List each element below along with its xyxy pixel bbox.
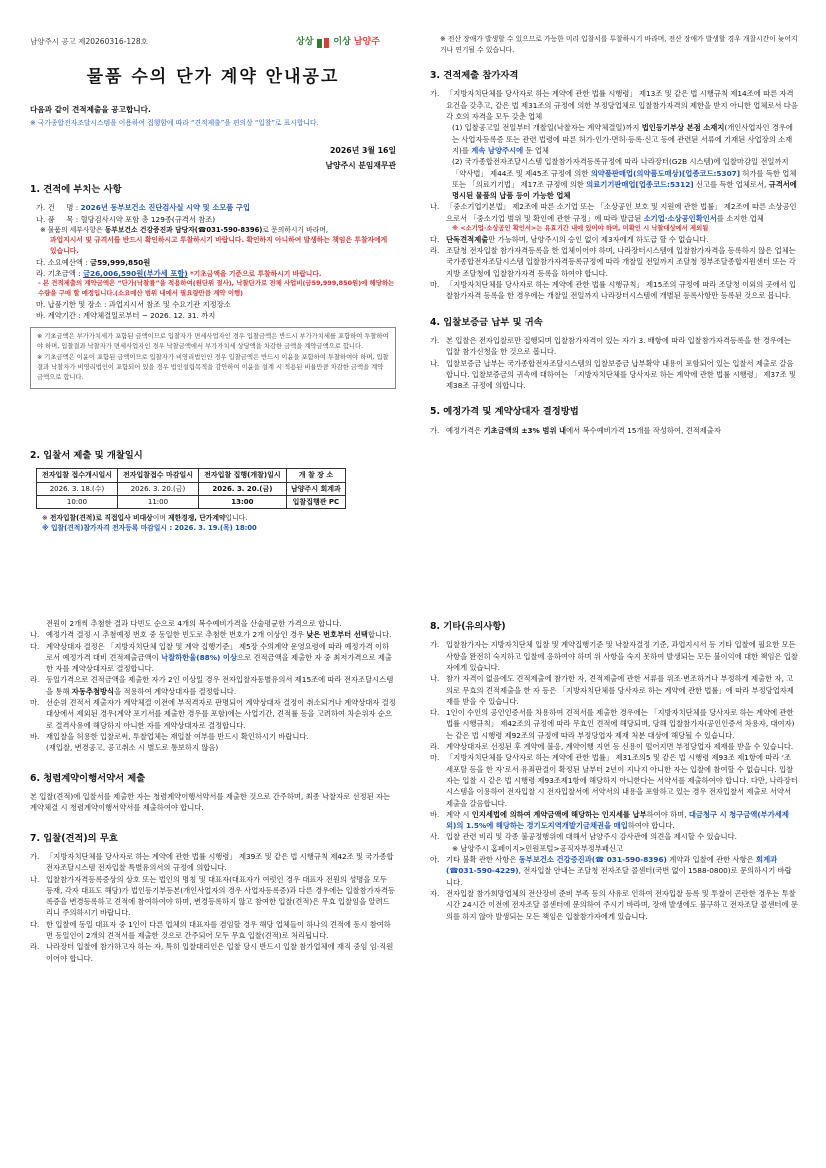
item-text: 낮은 번호부터 선택 [306, 630, 368, 640]
table-cell: 10:00 [37, 495, 118, 508]
item-text: 나라장터 입찰에 참가하고자 하는 자, 특히 입찰대리인은 입찰 당시 반드시 입찰 참가업체에 재직 중임 임·직원이어야 합니다. [46, 942, 394, 963]
section-6-title: 6. 청렴계약이행서약서 제출 [30, 772, 146, 784]
list-item: 가. 예정가격은 기초금액의 ±3% 범위 내에서 복수예비가격 15개를 작성하여, 견적제출자 [430, 425, 721, 435]
item-text: 자동추첨방식 [71, 686, 115, 696]
item-text: 「지방자치단체를 당사자로 하는 계약에 관한 법률」 제31조의5 및 같은 법 시행령 제93조 제1항에 따라 ‘조세포탈 등을 한 자’로서 유죄판결이 확정된 날부터 2년이 지나지 아니한 자는 입찰에 참여할 수 없습니다. 입찰자는 입찰 시 같은 법 시행령 제93조제1항에 해당하지 아니한다는 서약서를 제출하여야 합니다. 다만, 나라장터 시스템을 이용하여 전자입찰 시 전자입찰서에 서약서의 내용을 포함하고 있는 경우 전자입찰서 제출로 서약서 제출을 갈음합니다. [446, 753, 798, 808]
right-column-1 [430, 34, 798, 582]
item-text: 의료기기판매업[업종코드:5312] [586, 179, 694, 189]
list-item: 라. 동일가격으로 견적금액을 제출한 자가 2인 이상일 경우 전자입찰자동별유의서 제15조에 따라 전자조달시스템을 통해 자동추첨방식을 적용하여 계약상대자를 결정합니다. [30, 675, 394, 696]
list-item: 아. 기타 불확 관한 사항은 동부보건소 건강증진과(☎ 031-590-8396) 계약과 입찰에 관한 사항은 회계과(☎031-590-4229), 전자입찰 안내는 조달청 전자조달 콜센터(국번 없이 1588-0800)로 문의하시기 바랍니다. [430, 855, 792, 887]
list-item-note: (재입찰, 변경공고, 공고취소 시 별도로 통보하지 않음) [46, 743, 219, 753]
logo-text-2: 이상 [333, 37, 351, 47]
list-item: 다. 계약상대자 결정은 「지방자치단체 입찰 및 계약 집행기준」 제5장 수의계약 운영요령에 따라 예정가격 이하로서 예정가격 대비 견적제출금액이 낙찰하한율(88%) 이상으로 견적금액을 제출한 자 중 최저가격으로 제출한 자를 계약상대자로 결정합니다. [30, 641, 392, 674]
left-column-2 [30, 618, 396, 1166]
schedule-note-2: ※ 입찰(견적)참가자격 전자등록 마감일시 : 2026. 3. 19.(목) 18:00 [42, 524, 257, 533]
note-text: 로 문의하시기 바라며, [262, 225, 328, 234]
item-list: 혈당검사시약 포함 총 129종(규격서 참조) [80, 214, 216, 224]
table-header: 전자입찰접수 마감일시 [117, 469, 198, 482]
table-cell: 2026. 3. 18.(수) [37, 482, 118, 495]
item-text: 선순위 견적서 제출자가 계약체결 이전에 부적격자로 판명되어 계약상대자 결정이 취소되거나 계약상대자 결정 대상에서 제외된 경우(계약 포기서를 제출한 경우를 포함)에는 사업기간, 견적률 등을 고려하여 차순위자 순으로 결격사유에 해당하지 아니한 자를 계약상대자로 결정합니다. [46, 698, 396, 730]
notice-date: 2026년 3월 16일 [330, 146, 396, 156]
page-title: 물품 수의 단가 계약 안내공고 [86, 67, 340, 87]
list-item [430, 156, 798, 201]
base-price-value: 금26,006,590원(부가세 포함) [82, 268, 188, 278]
item-text: 인지세법에 의하여 계약금액에 해당하는 인지세를 납부 [471, 809, 647, 819]
note-text: 전자입찰(견적)로 직접입사 비대상 [49, 513, 153, 522]
table-header: 전자입찰 집행(개찰)일시 [198, 469, 286, 482]
note-text: ※ [42, 513, 50, 522]
item-text: 동부보건소 건강증진과(☎ 031-590-8396) [518, 855, 667, 865]
item-text: 예정가격은 [446, 425, 484, 435]
item-text: 으로 견적금액을 제출한 자 중 최저가격으로 제출한 자를 계약상대자로 결정합니다. [46, 652, 392, 674]
list-item: 마. 「지방자치단체를 당사자로 하는 계약에 관한 법률 시행규칙」 제15조의 규정에 따라 조달청 이외의 곳에서 입찰참가자격 등록을 한 경우에는 개찰일 전일까지 나라장터시스템에 개별된 등록사항만 등록된 것으로 봅니다. [430, 279, 797, 301]
item-text: 단독견적제출 [446, 234, 489, 244]
issuer: 남양주시 분임재무관 [325, 161, 396, 171]
item-text: 1인이 수인의 공인인증서를 차용하여 견적서를 제출한 경우에는 「지방자치단체를 당사자로 하는 계약에 관한 법률 시행규칙」 제42조의 규정에 따라 무효인 견적에 해당되며, 당해 입찰참가자(공인인증서 차용자, 대여자)는 같은 법 시행령 제92조의 규정에 따라 부정당업자 제재 처분 대상에 해당될 수 있습니다. [446, 708, 795, 740]
table-header: 전자입찰 접수개시일시 [37, 469, 118, 482]
item-text: 본 입찰은 전자입찰로만 집행되며 입찰참가자격이 있는 자가 3. 배항에 따라 입찰참가자격등록을 한 경우에는 입찰 참가신청을 한 것으로 봅니다. [446, 335, 791, 357]
table-row [37, 482, 346, 495]
schedule-note-1 [30, 513, 396, 524]
item-text: 의약품판매업(의약품도매상)[업종코드:5307] [590, 168, 741, 178]
list-item: 라. 계약상대자로 선정된 후 계약에 불응, 계약이행 지연 등 신용이 떨어지면 부정당업자 제재를 받을 수 있습니다. [430, 741, 798, 752]
item-text: 합니다. [367, 630, 392, 640]
city-logo [296, 36, 380, 50]
item-text: 낙찰하한율(88%) 이상 [161, 652, 238, 662]
item-text: 「중소기업기본법」 제2조에 따른 소기업 또는 「소상공인 보호 및 지원에 관한 법률」 제2조에 따른 소상공인으로서 「중소기업 범위 및 확인에 관한 규정」에 따라 발급된 [446, 202, 797, 223]
item-text: 「지방자치단체를 당사자로 하는 계약에 관한 법률 시행령」 제13조 및 같은 법 시행규칙 제14조에 따른 자격요건을 갖추고, 같은 법 제31조의 규정에 의한 부정당업체로 입찰참가자격의 제한을 받지 아니한 업체로서 다음 각 호의 자격을 모두 갖춘 업체 [446, 89, 798, 122]
schedule-table [36, 468, 346, 508]
item-text: 신고를 득한 업체로서, [693, 179, 769, 189]
item-text: 허가를 득한 업체 또는 「의료기기법」 제17조 규정에 의한 [452, 168, 797, 189]
item-text: 법인등기부상 본점 소재지 [641, 123, 725, 133]
item-text: 참가 자격이 없음에도 견적제출에 참가한 자, 견적제출에 관한 서류를 위조·변조하거나 부정하게 제출한 자, 고의로 무효의 견적제출을 한 자 등은 「지방자치단체를 당사자로 하는 계약에 관한 법률」에 따라 부정당업자제재를 받을 수 있습니다. [446, 674, 794, 706]
item-text: (1) 입찰공고일 전일부터 개찰일(낙찰자는 계약체결일)까지 [452, 123, 642, 133]
section-3-title: 3. 견적제출 참가자격 [430, 70, 519, 82]
table-row [37, 495, 346, 508]
section-8-title: 8. 기타(유의사항) [430, 621, 506, 632]
item-label: 가. 건 [36, 203, 55, 213]
date-block [30, 144, 396, 174]
note-text: ※ 물품의 세부사항은 [40, 225, 105, 234]
item-text: 입찰참가자는 지방자치단체 입찰 및 계약집행기준 및 낙찰자결정 기준, 과업지시서 등 기타 입찰에 필요한 모든 사항을 완전히 숙지하고 입찰에 응하여야 하며 위 사항을 숙지 못하여 발생되는 모든 불이익에 대한 책임은 입찰자에게 있습니다. [446, 640, 798, 672]
item-text: 계약과 입찰에 관한 사항은 [666, 855, 757, 865]
box-note-1: ※ 기초금액은 부가가치세가 포함된 금액이므로 입찰자가 면세사업자인 경우 입찰금액은 반드시 부가가치세를 포함하여 투찰하여야 하며, 입찰결과 낙찰자가 면세사업자인 경우 낙찰금액에서 부가가치세 상당액을 차감한 금액을 계약금액으로 합니다. [37, 332, 389, 351]
item-text: 「지방자치단체를 당사자로 하는 계약에 관한 법률 시행령」 제39조 및 같은 법 시행규칙 제42조 및 국가종합전자조달시스템 전자입찰 특별유의서의 규정에 의합니다. [46, 851, 394, 873]
list-item: 가. 「지방자치단체를 당사자로 하는 계약에 관한 법률 시행령」 제39조 및 같은 법 시행규칙 제42조 및 국가종합전자조달시스템 전자입찰 특별유의서의 규정에 의합니다. [30, 851, 396, 874]
table-cell: 2026. 3. 20.(금) [117, 482, 198, 495]
page-2 [0, 584, 826, 1168]
intro-line-2: ※ 국가종합전자조달시스템을 이용하여 집행함에 따라 “견적제출”을 편의상 “입찰”로 표시합니다. [30, 118, 319, 127]
logo-text-3: 남양주 [353, 37, 380, 47]
list-item [430, 122, 798, 156]
item-text: 계속 남양주시에 [471, 145, 524, 155]
item-text: 둔 업체 [523, 145, 549, 155]
item-text: 전자입찰 참가희망업체의 전산장비 준비 부족 등의 사유로 인하여 전자입찰 등록 및 투찰이 곤란한 경우는 투찰시간 24시간 이전에 전자조달 콜센터에 문의하여 주시기 바라며, 장애 발생에도 불구하고 전자조달 콜센터에 문의를 하지 않아 발생되는 모든 책임은 입찰참가자에게 있습니다. [446, 888, 798, 921]
item-text: , 전자입찰 안내는 조달청 전자조달 콜센터(국번 없이 1588-0800)로 문의하시기 바랍니다. [446, 866, 792, 887]
item-text: 조달청 전자입찰 참가자격등록을 한 업체이어야 하며, 나라장터시스템에 입찰참가자격을 등록하지 않은 업체는 국가종합전자조달시스템 입찰참가자격등록규정에 따라 개찰일 전일까지 조달청 정부조달종합지원센터 또는 각 지방 조달청에 입찰참가자격 등록을 하여야 합니다. [446, 246, 796, 278]
item-text: 「지방자치단체를 당사자로 하는 계약에 관한 법률 시행규칙」 제15조의 규정에 따라 조달청 이외의 곳에서 입찰참가자격 등록을 한 경우에는 개찰일 전일까지 나라장터시스템에 개별된 등록사항만 등록된 것으로 봅니다. [446, 279, 797, 301]
list-item: 바. 계약 시 인지세법에 의하여 계약금액에 해당하는 인지세를 납부하여야 하며, 대금청구 시 청구금액(부가세제외)의 1.5%에 해당하는 경기도지역개발기금채권을 매입하여야 합니다. [430, 809, 789, 831]
item-text: 계약 시 [446, 809, 472, 819]
item-label: 명 : [66, 203, 79, 213]
item-label: 나. 품 [36, 214, 55, 224]
list-item: 사. 입찰 관련 비리 및 각종 불공정행위에 대해서 남양주시 감사관에 의견을 제시할 수 있습니다. [430, 831, 798, 842]
table-cell: 13:00 [198, 495, 286, 508]
section-5-title: 5. 예정가격 및 계약상대자 결정방법 [430, 406, 579, 418]
list-item: 자. 전자입찰 참가희망업체의 전산장비 준비 부족 등의 사유로 인하여 전자입찰 등록 및 투찰이 곤란한 경우는 투찰시간 24시간 이전에 전자조달 콜센터에 문의하여 주시기 바라며, 장애 발생에도 불구하고 전자조달 콜센터에 문의를 하지 않아 발생되는 모든 책임은 입찰참가자에게 있습니다. [430, 888, 798, 921]
intro-line-1: 다음과 같이 견적제출을 공고합니다. [30, 105, 151, 114]
item-text: 예정가격 결정 시 추첨예정 번호 중 동일한 빈도로 추첨한 번호가 2개 이상인 경우 [46, 630, 307, 640]
item-text: 입찰 관련 비리 및 각종 불공정행위에 대해서 남양주시 감사관에 의견을 제시할 수 있습니다. [446, 832, 737, 842]
list-item: 다. 한 입찰에 동일 대표자 중 1인이 다른 업체의 대표자를 겸임할 경우 해당 업체들이 하나의 견적에 동시 참여하면 동일인이 2개의 견적서를 제출한 것으로 간주되어 모두 무효 입찰(견적)로 처리됩니다. [30, 919, 396, 942]
item-text: (2) 국가종합전자조달시스템 입찰참가자격등록규정에 따라 나라장터(G2B 시스템)에 입찰마감일 전일까지 「약사법」 제44조 및 제45조 규정에 의한 [452, 157, 789, 178]
table-cell: 2026. 3. 20.(금) [198, 482, 286, 495]
list-item: 마. 선순위 견적서 제출자가 계약체결 이전에 부적격자로 판명되어 계약상대자 결정이 취소되거나 계약상대자 결정 대상에서 제외된 경우(계약 포기서를 제출한 경우를 포함)에는 사업기간, 견적률 등을 고려하여 차순위자 순으로 결격사유에 해당하지 아니한 자를 계약상대자로 결정합니다. [30, 698, 396, 730]
note-text: 이며 [152, 513, 169, 522]
section-6-text: 본 입찰(견적)에 입찰서를 제출한 자는 청렴계약이행서약서를 제출한 것으로 간주하며, 최종 낙찰자로 선정된 자는 계약체결 시 청렴계약이행서약서를 제출하여야 합니다. [30, 791, 391, 813]
section-1-body [30, 202, 396, 321]
item-text: 계약상대자로 선정된 후 계약에 불응, 계약이행 지연 등 신용이 떨어지면 부정당업자 제재를 받을 수 있습니다. [446, 742, 794, 752]
list-item: 다. 단독견적제출만 가능하며, 남양주시의 승인 없이 제3자에게 하도급 할 수 없습니다. [430, 234, 709, 244]
continued-text: 전원이 2개씩 추첨한 결과 다빈도 순으로 4개의 복수예비가격을 산술평균한 가격으로 합니다. [46, 619, 342, 628]
section-2-title: 2. 입찰서 제출 및 개찰일시 [30, 450, 143, 461]
item-label: 라. 기초금액 : [36, 268, 83, 278]
note-text: 입니다. [225, 513, 248, 522]
notice-number: 남양주시 공고 제20260316-128호 [30, 37, 148, 46]
list-item-note: ※ <소기업·소상공인 확인서>는 유효기간 내에 있어야 하며, 미확인 시 낙찰대상에서 제외됨 [452, 225, 709, 233]
notes-box [30, 327, 396, 389]
warning-text: 과업지시서 및 규격서를 반드시 확인하시고 투찰하시기 바랍니다. 확인하지 아니하여 발생하는 책임은 투찰자에게 있습니다. [50, 236, 388, 255]
item-text: 기타 불확 관한 사항은 [446, 855, 519, 865]
item-text: 회계과(☎031-590-4229) [446, 855, 778, 876]
item-text: 소기업·소상공인확인서 [643, 213, 717, 223]
right-column-2 [430, 618, 798, 1166]
table-cell: 11:00 [117, 495, 198, 508]
item-text: (개인사업자인 경우에는 사업자등록증 또는 관련 법령에 따른 허가·인가·면허·등록·신고 등에 관련된 서류에 기재된 사업장의 소재지)를 [452, 123, 793, 155]
list-item: 마. 「지방자치단체를 당사자로 하는 계약에 관한 법률」 제31조의5 및 같은 법 시행령 제93조 제1항에 따라 ‘조세포탈 등을 한 자’로서 유죄판결이 확정된 날부터 2년이 지나지 아니한 자는 입찰에 참여할 수 없습니다. 입찰자는 입찰 시 같은 법 시행령 제93조제1항에 해당하지 아니한다는 서약서를 제출하여야 합니다. 다만, 나라장터 시스템을 이용하여 전자입찰 시 전자입찰서에 서약서의 내용을 포함하고 있는 경우 전자입찰서 제출로 서약서 제출을 갈음합니다. [430, 753, 798, 808]
table-cell: 남양주시 회계과 [286, 482, 345, 495]
list-item: 나. 「중소기업기본법」 제2조에 따른 소기업 또는 「소상공인 보호 및 지원에 관한 법률」 제2조에 따른 소상공인으로서 「중소기업 범위 및 확인에 관한 규정」에 따라 발급된 소기업·소상공인확인서를 소지한 업체 [430, 202, 797, 223]
contract-name: 2026년 동부보건소 진단검사실 시약 및 소모품 구입 [80, 203, 250, 213]
item-text: 규격서에 명시된 물품의 납품 등이 가능한 업체 [452, 179, 797, 201]
table-header-row [37, 469, 346, 482]
box-note-2: ※ 기초금액은 이윤이 포함된 금액이므로 입찰자가 비영리법인인 경우 입찰금액은 반드시 이윤을 포함하여 투찰하여야 하며, 입찰결과 낙찰자가 비영리법인이 포함되어 있을 경우 법인설립목적을 감안하여 이윤을 설계 시 적용된 비율만큼 차감한 금액을 계약금액으로 합니다. [37, 353, 389, 382]
table-cell: 입찰집행관 PC [286, 495, 345, 508]
delivery-info: 마. 납품기한 및 장소 : 과업지시서 참조 및 수요기관 지정장소 [36, 300, 231, 310]
section-7-title: 7. 입찰(견적)의 무효 [30, 832, 118, 844]
list-item: 나. 입찰참가자격등록증상의 상호 또는 법인의 명칭 및 대표자(대표자가 여럿인 경우 대표자 전원의 성명을 모두 등재, 각자 대표도 해당)가 법인등기부등본(개인사업자의 경우 사업자등록증)과 다른 경우에는 입찰참가자격등록증을 변경등록하고 견적에 참여하여야 하며, 변경등록하지 않고 참여한 입찰(견적)은 무효 입찰임을 알려드리니 주의하시기 바랍니다. [30, 874, 395, 918]
list-item: 다. 1인이 수인의 공인인증서를 차용하여 견적서를 제출한 경우에는 「지방자치단체를 당사자로 하는 계약에 관한 법률 시행규칙」 제42조의 규정에 따라 무효인 견적에 해당되며, 당해 입찰참가자(공인인증서 차용자, 대여자)는 같은 법 시행령 제92조의 규정에 따라 부정당업자 제재 처분 대상에 해당될 수 있습니다. [430, 707, 798, 741]
list-item: 나. 예정가격 결정 시 추첨예정 번호 중 동일한 빈도로 추첨한 번호가 2개 이상인 경우 낮은 번호부터 선택합니다. [30, 630, 392, 640]
list-item-note: ※ 남양주시 홈페이지>민원포털>공직자부정부패신고 [452, 843, 624, 853]
contract-period: 바. 계약기간 : 계약체결일로부터 ~ 2026. 12. 31. 까지 [36, 311, 216, 321]
item-label: 목 : [66, 214, 79, 224]
item-text: 입찰참가자격등록증상의 상호 또는 법인의 명칭 및 대표자(대표자가 여럿인 경우 대표자 전원의 성명을 모두 등재, 각자 대표도 해당)가 법인등기부등본(개인사업자의 경우 사업자등록증)과 다른 경우에는 입찰참가자격등록증을 변경등록하고 견적에 참여하여야 하며, 변경등록하지 않고 참여한 입찰(견적)은 무효 입찰임을 알려드리니 주의하시기 바랍니다. [46, 874, 395, 918]
item-text: 계약상대자 결정은 「지방자치단체 입찰 및 계약 집행기준」 제5장 수의계약 운영요령에 따라 예정가격 이하로서 예정가격 대비 견적제출금액이 [46, 641, 390, 662]
list-item: 바. 재입찰을 허용한 입찰로써, 투찰업체는 재입찰 여부를 반드시 확인하시기 바랍니다. [30, 731, 396, 742]
table-header: 개 찰 장 소 [286, 469, 345, 482]
item-text: 를 소지한 업체 [716, 213, 764, 223]
logo-text-1: 상상 [296, 37, 314, 47]
item-text: 만 가능하며, 남양주시의 승인 없이 제3자에게 하도급 할 수 없습니다. [488, 234, 709, 244]
list-item: 나. 참가 자격이 없음에도 견적제출에 참가한 자, 견적제출에 관한 서류를 위조·변조하거나 부정하게 제출한 자, 고의로 무효의 견적제출을 한 자 등은 「지방자치단체를 당사자로 하는 계약에 관한 법률」에 따라 부정당업자제재를 받을 수 있습니다. [430, 673, 798, 707]
top-note: ※ 전산 장애가 발생할 수 있으므로 가능한 미리 입찰서를 투찰하시기 바라며, 전산 장애가 발생할 경우 개찰시간이 늦어지거나 연기될 수 있습니다. [440, 35, 798, 54]
budget-value: 금59,999,850원 [90, 257, 151, 267]
section-2 [30, 440, 396, 570]
list-item: 나. 입찰보증금 납부는 국가종합전자조달시스템의 입찰보증금 납부확약 내용이 포함되어 있는 입찰서 제출로 갈음합니다. 입찰보증금의 귀속에 대하여는 「지방자치단체를 당사자로 하는 계약에 관한 법률 시행령」 제37조 및 제38조 규정에 의합니다. [430, 358, 797, 391]
item-text: 한 입찰에 동일 대표자 중 1인이 다른 업체의 대표자를 겸임할 경우 해당 업체들이 하나의 견적에 동시 참여하면 동일인이 2개의 견적서를 제출한 것으로 간주되어 모두 무효 입찰(견적)로 처리됩니다. [46, 919, 391, 941]
item-text: 입찰보증금 납부는 국가종합전자조달시스템의 입찰보증금 납부확약 내용이 포함되어 있는 입찰서 제출로 갈음합니다. 입찰보증금의 귀속에 대하여는 「지방자치단체를 당사자로 하는 계약에 관한 법률 시행령」 제37조 및 제38조 규정에 의합니다. [446, 358, 797, 391]
section-4-title: 4. 입찰보증금 납부 및 귀속 [430, 316, 543, 328]
contact-person: 동부보건소 건강증진과 담당자(☎031-590-8396) [104, 225, 263, 234]
item-text: 기초금액의 ±3% 범위 내 [483, 425, 567, 435]
section-1-title: 1. 견적에 부치는 사항 [30, 183, 122, 195]
item-label: 다. 소요예산액 : [36, 257, 91, 267]
list-item: 라. 나라장터 입찰에 참가하고자 하는 자, 특히 입찰대리인은 입찰 당시 반드시 입찰 참가업체에 재직 중임 임·직원이어야 합니다. [30, 941, 396, 964]
item-text: 하여야 하며, [646, 809, 689, 819]
list-item: 가. 본 입찰은 전자입찰로만 집행되며 입찰참가자격이 있는 자가 3. 배항에 따라 입찰참가자격등록을 한 경우에는 입찰 참가신청을 한 것으로 봅니다. [430, 335, 798, 358]
item-text: 대금청구 시 청구금액(부가세제외)의 1.5%에 해당하는 경기도지역개발기금채권을 매입 [446, 809, 789, 831]
base-price-note: *기초금액을 기준으로 투찰하시기 바랍니다. [187, 269, 322, 278]
note-text: 제한경쟁, 단가계약 [168, 513, 226, 522]
list-item: 가. 입찰참가자는 지방자치단체 입찰 및 계약집행기준 및 낙찰자결정 기준, 과업지시서 등 기타 입찰에 필요한 모든 사항을 완전히 숙지하고 입찰에 응하여야 하며 위 사항을 숙지 못하여 발생되는 모든 불이익에 대한 책임은 입찰자에게 있습니다. [430, 640, 798, 672]
list-item: 라. 조달청 전자입찰 참가자격등록을 한 업체이어야 하며, 나라장터시스템에 입찰참가자격을 등록하지 않은 업체는 국가종합전자조달시스템 입찰참가자격등록규정에 따라 개찰일 전일까지 조달청 정부조달종합지원센터 또는 각 지방 조달청에 입찰참가자격 등록을 하여야 합니다. [430, 245, 798, 279]
item-text: 동일가격으로 견적금액을 제출한 자가 2인 이상일 경우 전자입찰자동별유의서 제15조에 따라 전자조달시스템을 통해 [46, 675, 394, 696]
item-text: 재입찰을 허용한 입찰로써, 투찰업체는 재입찰 여부를 반드시 확인하시기 바랍니다. [46, 731, 309, 741]
item-text: 하여야 합니다. [627, 821, 675, 831]
contract-red-note: - 본 견적제출의 계약금액은 “단가(낙찰률”을 적용하여(원단위 절사), 낙찰단가로 전체 사업비(금59,999,850원)에 해당하는 수량을 구매 할 예정입니다.(소요예산 범위 내에서 필요량만큼 계약 이행) [38, 279, 395, 298]
logo-mark-icon [316, 37, 330, 49]
item-text: 을 적용하여 계약상대자를 결정합니다. [114, 686, 237, 696]
list-item: 가. 「지방자치단체를 당사자로 하는 계약에 관한 법률 시행령」 제13조 및 같은 법 시행규칙 제14조에 따른 자격요건을 갖추고, 같은 법 제31조의 규정에 의한 부정당업체로 입찰참가자격의 제한을 받지 아니한 업체로서 다음 각 호의 자격을 모두 갖춘 업체 [430, 89, 798, 122]
item-text: 에서 복수예비가격 15개를 작성하여, 견적제출자 [566, 425, 721, 435]
